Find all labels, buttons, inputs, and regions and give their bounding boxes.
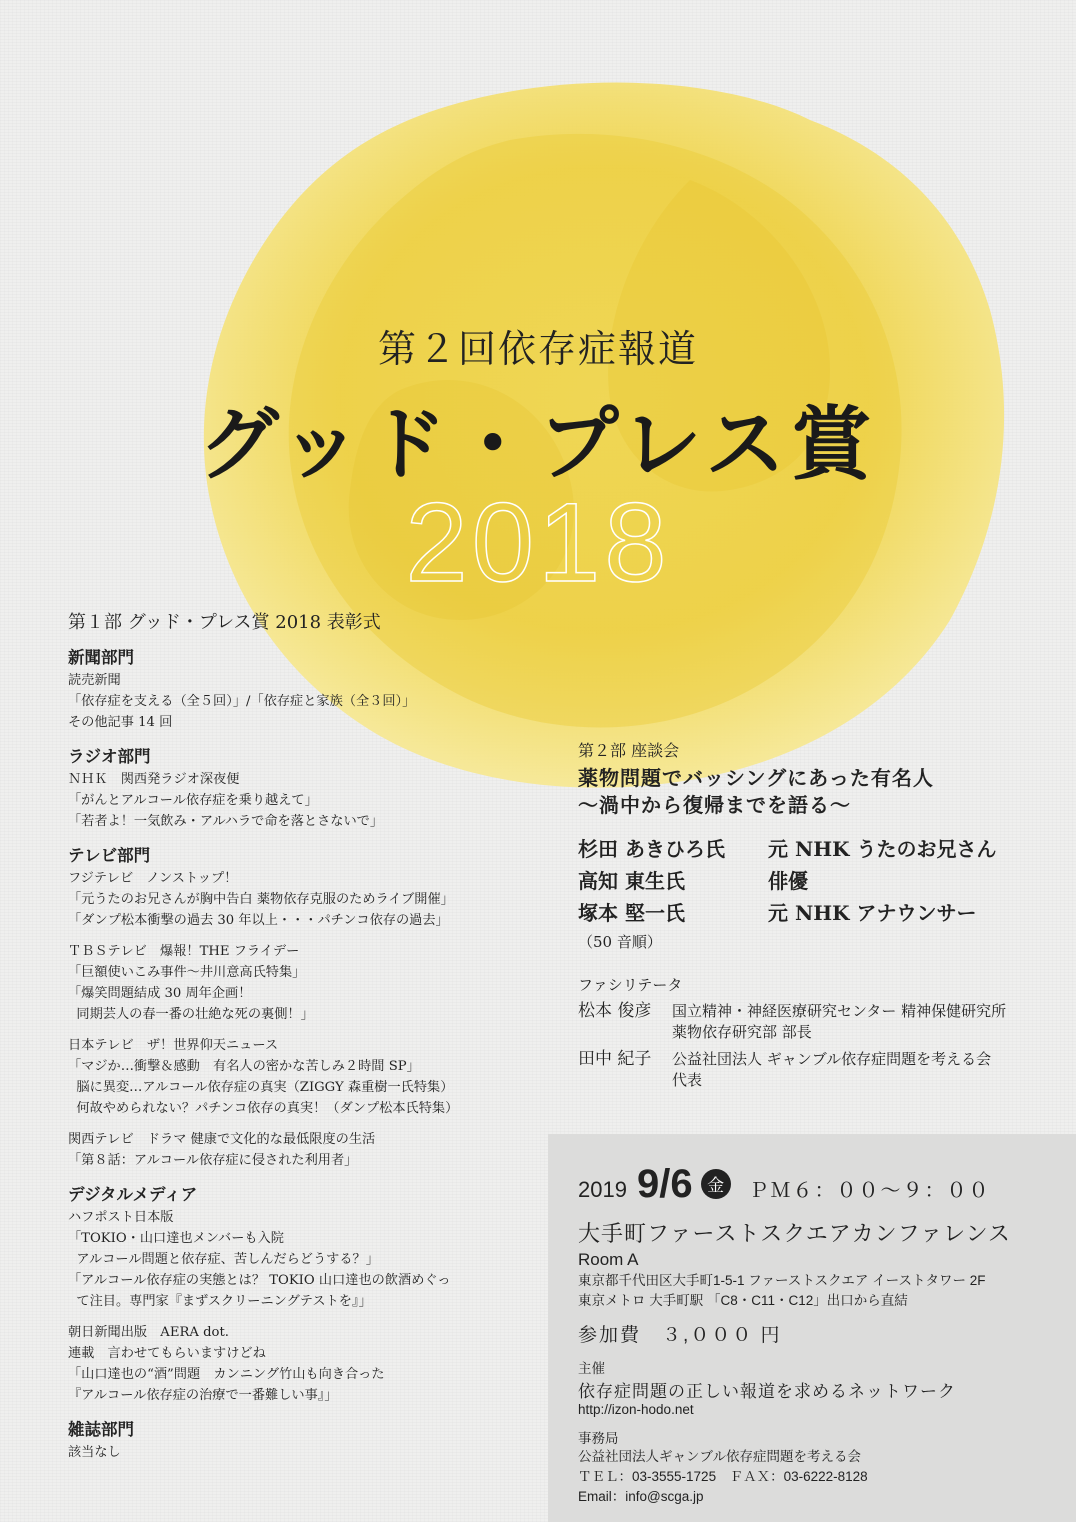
facilitator-row bbox=[578, 1049, 1058, 1091]
venue-room: Room A bbox=[578, 1250, 639, 1269]
panel-topic-sub: ～渦中から復帰までを語る～ bbox=[578, 793, 851, 817]
panelist-row bbox=[578, 865, 1058, 897]
list-item: フジテレビ ノンストップ！ bbox=[68, 871, 238, 886]
host-label: 主催 bbox=[578, 1361, 605, 1376]
event-subtitle: 第２回依存症報道 bbox=[377, 327, 698, 371]
panel-topic: 薬物問題でバッシングにあった有名人 bbox=[578, 766, 934, 790]
panelist-row bbox=[578, 897, 1058, 929]
radio-heading: ラジオ部門 bbox=[68, 747, 151, 766]
panelist-name: 高知 東生氏 bbox=[578, 869, 685, 893]
list-item: 該当なし bbox=[68, 1445, 121, 1460]
facilitator-name: 松本 俊彦 bbox=[578, 1001, 652, 1021]
list-item: 「爆笑問題結成 30 周年企画！ bbox=[68, 986, 252, 1001]
digital-heading: デジタルメディア bbox=[68, 1185, 198, 1204]
list-item: 連載 言わせてもらいますけどね bbox=[68, 1346, 266, 1361]
list-item: 「アルコール依存症の実態とは？ TOKIO 山口達也の飲酒めぐっ bbox=[68, 1273, 451, 1288]
event-info-panel bbox=[548, 1134, 1076, 1522]
panelist-name: 杉田 あきひろ氏 bbox=[578, 837, 725, 861]
weekday-badge: 金 bbox=[701, 1169, 731, 1199]
facilitator-position: 薬物依存研究部 部長 bbox=[672, 1023, 812, 1041]
event-year: 2018 bbox=[405, 480, 671, 605]
host-name: 依存症問題の正しい報道を求めるネットワーク bbox=[578, 1382, 956, 1401]
panelist-row bbox=[578, 833, 1058, 865]
order-note: （50 音順） bbox=[578, 933, 662, 951]
list-item: ハフポスト日本版 bbox=[68, 1210, 174, 1225]
office-phone-fax: ＴＥＬ：03-3555-1725 ＦＡＸ：03-6222-8128 bbox=[578, 1469, 868, 1484]
list-item: 関西テレビ ドラマ 健康で文化的な最低限度の生活 bbox=[68, 1132, 376, 1147]
office-name: 公益社団法人ギャンブル依存症問題を考える会 bbox=[578, 1449, 861, 1464]
list-item: 「巨額使いこみ事件～井川意高氏特集」 bbox=[68, 965, 306, 980]
list-item: アルコール問題と依存症、苦しんだらどうする？」 bbox=[68, 1252, 379, 1267]
newspaper-heading: 新聞部門 bbox=[68, 648, 134, 667]
list-item: 「マジか…衝撃＆感動 有名人の密かな苦しみ２時間 SP」 bbox=[68, 1059, 420, 1074]
list-item: 「TOKIO・山口達也メンバーも入院 bbox=[68, 1231, 284, 1246]
list-item: 読売新聞 bbox=[68, 673, 121, 688]
office-email[interactable]: Email：info@scga.jp bbox=[578, 1489, 704, 1504]
list-item: 「第８話：アルコール依存症に侵された利用者」 bbox=[68, 1153, 358, 1168]
venue-access: 東京メトロ 大手町駅 「C8・C11・C12」出口から直結 bbox=[578, 1293, 908, 1308]
panelist-list bbox=[578, 833, 1058, 929]
list-item: 朝日新聞出版 AERA dot. bbox=[68, 1325, 229, 1340]
venue-name: 大手町ファーストスクエアカンファレンス bbox=[578, 1221, 1011, 1246]
magazine-heading: 雑誌部門 bbox=[68, 1420, 134, 1439]
facilitator-heading: ファシリテータ bbox=[578, 976, 683, 994]
list-item: 脳に異変…アルコール依存症の真実（ZIGGY 森重樹一氏特集） bbox=[68, 1080, 454, 1095]
list-item: 「若者よ！一気飲み・アルハラで命を落とさないで」 bbox=[68, 814, 384, 829]
facilitator-row bbox=[578, 1001, 1058, 1043]
list-item: 『アルコール依存症の治療で一番難しい事』」 bbox=[68, 1388, 338, 1403]
part2-title: 第２部 座談会 bbox=[578, 741, 680, 760]
event-time: ＰＭ６：００～９：００ bbox=[748, 1180, 991, 1202]
list-item: て注目。専門家『まずスクリーニングテストを』」 bbox=[68, 1294, 372, 1309]
list-item: 「がんとアルコール依存症を乗り越えて」 bbox=[68, 793, 318, 808]
part1-awards bbox=[68, 608, 538, 1463]
tv-heading: テレビ部門 bbox=[68, 846, 151, 865]
panelist-name: 塚本 堅一氏 bbox=[578, 901, 685, 925]
panelist-role: 元 NHK うたのお兄さん bbox=[768, 837, 997, 861]
office-label: 事務局 bbox=[578, 1431, 619, 1446]
list-item: 「山口達也の“酒”問題 カンニング竹山も向き合った bbox=[68, 1367, 385, 1382]
panelist-role: 元 NHK アナウンサー bbox=[768, 901, 977, 925]
panelist-role: 俳優 bbox=[768, 869, 808, 893]
part1-title: 第１部 グッド・プレス賞 2018 表彰式 bbox=[68, 612, 381, 633]
list-item: 同期芸人の春一番の壮絶な死の裏側！」 bbox=[68, 1007, 314, 1022]
participation-fee: 参加費 ３,０００ 円 bbox=[578, 1325, 782, 1346]
host-url[interactable]: http://izon-hodo.net bbox=[578, 1402, 694, 1417]
list-item: 日本テレビ ザ！世界仰天ニュース bbox=[68, 1038, 279, 1053]
list-item: ＮＨＫ 関西発ラジオ深夜便 bbox=[68, 772, 240, 787]
facilitator-affiliation: 公益社団法人 ギャンブル依存症問題を考える会 bbox=[672, 1050, 992, 1068]
event-title: グッド・プレス賞 bbox=[198, 397, 878, 491]
event-datetime bbox=[578, 1162, 1068, 1207]
list-item: 「ダンプ松本衝撃の過去 30 年以上・・・パチンコ依存の過去」 bbox=[68, 913, 449, 928]
facilitator-position: 代表 bbox=[672, 1071, 703, 1089]
list-item: 「依存症を支える（全５回）」/「依存症と家族（全３回）」 bbox=[68, 694, 416, 709]
venue-address: 東京都千代田区大手町1-5-1 ファーストスクエア イーストタワー 2F bbox=[578, 1273, 986, 1288]
list-item: その他記事 14 回 bbox=[68, 715, 173, 730]
facilitator-affiliation: 国立精神・神経医療研究センター 精神保健研究所 bbox=[672, 1002, 1007, 1020]
list-item: 何故やめられない？パチンコ依存の真実！（ダンプ松本氏特集） bbox=[68, 1101, 459, 1116]
event-date: 9/6 bbox=[636, 1162, 693, 1206]
event-year-label: 2019 bbox=[578, 1177, 627, 1202]
list-item: 「元うたのお兄さんが胸中告白 薬物依存克服のためライブ開催」 bbox=[68, 892, 454, 907]
part2-panel bbox=[578, 738, 1058, 1091]
facilitator-name: 田中 紀子 bbox=[578, 1049, 652, 1069]
list-item: ＴＢＳテレビ 爆報！THE フライデー bbox=[68, 944, 300, 959]
